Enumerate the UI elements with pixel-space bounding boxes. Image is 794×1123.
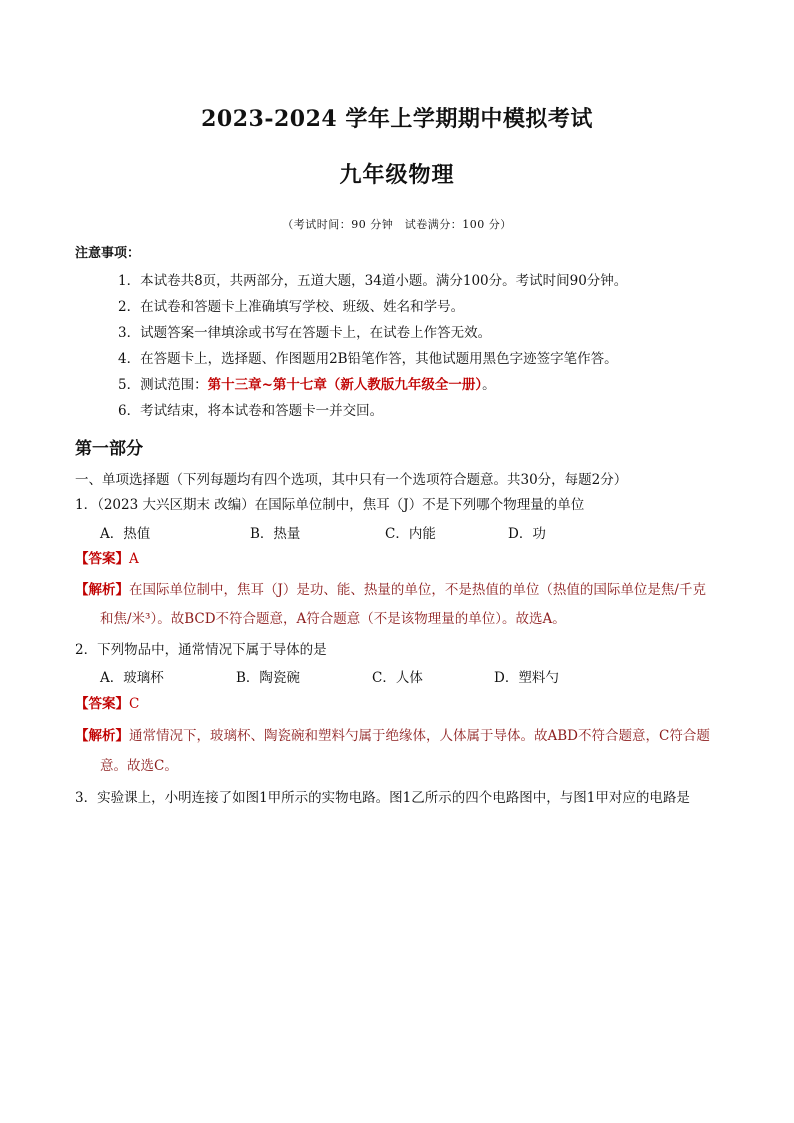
answer-tag: 【答案】 bbox=[75, 551, 129, 567]
answer-tag: 【答案】 bbox=[75, 696, 129, 712]
question-1-options bbox=[100, 522, 546, 542]
notice-item-5-prefix: 5．测试范围： bbox=[118, 377, 208, 393]
question-2-option-b: B．陶瓷碗 bbox=[236, 670, 300, 686]
exam-info: （考试时间：90 分钟 试卷满分：100 分） bbox=[282, 218, 512, 231]
analysis-text-line-2: 和焦/米³）。故BCD不符合题意，A符合题意（不是该物理量的单位）。故选A。 bbox=[100, 611, 566, 627]
notice-item-1: 1．本试卷共8页，共两部分，五道大题，34道小题。满分100分。考试时间90分钟。 bbox=[118, 273, 628, 289]
section-heading: 一、单项选择题（下列每题均有四个选项，其中只有一个选项符合题意。共30分，每题2分） bbox=[75, 472, 628, 488]
question-2-option-d: D．塑料勺 bbox=[494, 670, 559, 686]
question-3-stem: 3．实验课上，小明连接了如图1甲所示的实物电路。图1乙所示的四个电路图中，与图1甲对应的电路是 bbox=[75, 790, 690, 806]
notice-item-6: 6．考试结束，将本试卷和答题卡一并交回。 bbox=[118, 403, 384, 419]
answer-value: A bbox=[129, 551, 139, 567]
question-2-options bbox=[100, 666, 559, 686]
question-2-answer bbox=[75, 694, 139, 714]
question-1-stem: 1．（2023 大兴区期末 改编）在国际单位制中，焦耳（J）不是下列哪个物理量的单位 bbox=[75, 497, 585, 513]
question-2-analysis bbox=[75, 726, 710, 746]
notice-item-5-suffix: 。 bbox=[482, 377, 496, 393]
question-1-analysis bbox=[75, 580, 706, 600]
question-2-option-c: C．人体 bbox=[372, 670, 423, 686]
analysis-text-line-1: 通常情况下，玻璃杯、陶瓷碗和塑料勺属于绝缘体，人体属于导体。故ABD不符合题意，C符合题 bbox=[129, 728, 710, 744]
notice-item-4: 4．在答题卡上，选择题、作图题用2B铅笔作答，其他试题用黑色字迹签字笔作答。 bbox=[118, 351, 618, 367]
analysis-text-line-1: 在国际单位制中，焦耳（J）是功、能、热量的单位，不是热值的单位（热值的国际单位是焦/千克 bbox=[129, 582, 706, 598]
question-1-option-d: D．功 bbox=[508, 526, 546, 542]
exam-subject: 九年级物理 bbox=[339, 162, 455, 188]
notice-item-5 bbox=[118, 375, 496, 395]
notice-item-2: 2．在试卷和答题卡上准确填写学校、班级、姓名和学号。 bbox=[118, 299, 465, 315]
part-title: 第一部分 bbox=[75, 439, 143, 459]
test-scope: 第十三章~第十七章（新人教版九年级全一册） bbox=[207, 377, 483, 393]
notice-item-3: 3．试题答案一律填涂或书写在答题卡上，在试卷上作答无效。 bbox=[118, 325, 492, 341]
notice-heading: 注意事项： bbox=[75, 246, 141, 261]
question-2-option-a: A．玻璃杯 bbox=[100, 670, 164, 686]
question-1-option-a: A．热值 bbox=[100, 526, 151, 542]
answer-value: C bbox=[129, 696, 140, 712]
question-1-option-c: C．内能 bbox=[385, 526, 436, 542]
analysis-text-line-2: 意。故选C。 bbox=[100, 758, 178, 774]
exam-title: 2023-2024 学年上学期期中模拟考试 bbox=[201, 106, 593, 132]
question-1-answer bbox=[75, 549, 139, 569]
analysis-tag: 【解析】 bbox=[75, 582, 129, 598]
question-2-stem: 2．下列物品中，通常情况下属于导体的是 bbox=[75, 642, 327, 658]
analysis-tag: 【解析】 bbox=[75, 728, 129, 744]
question-1-option-b: B．热量 bbox=[250, 526, 301, 542]
